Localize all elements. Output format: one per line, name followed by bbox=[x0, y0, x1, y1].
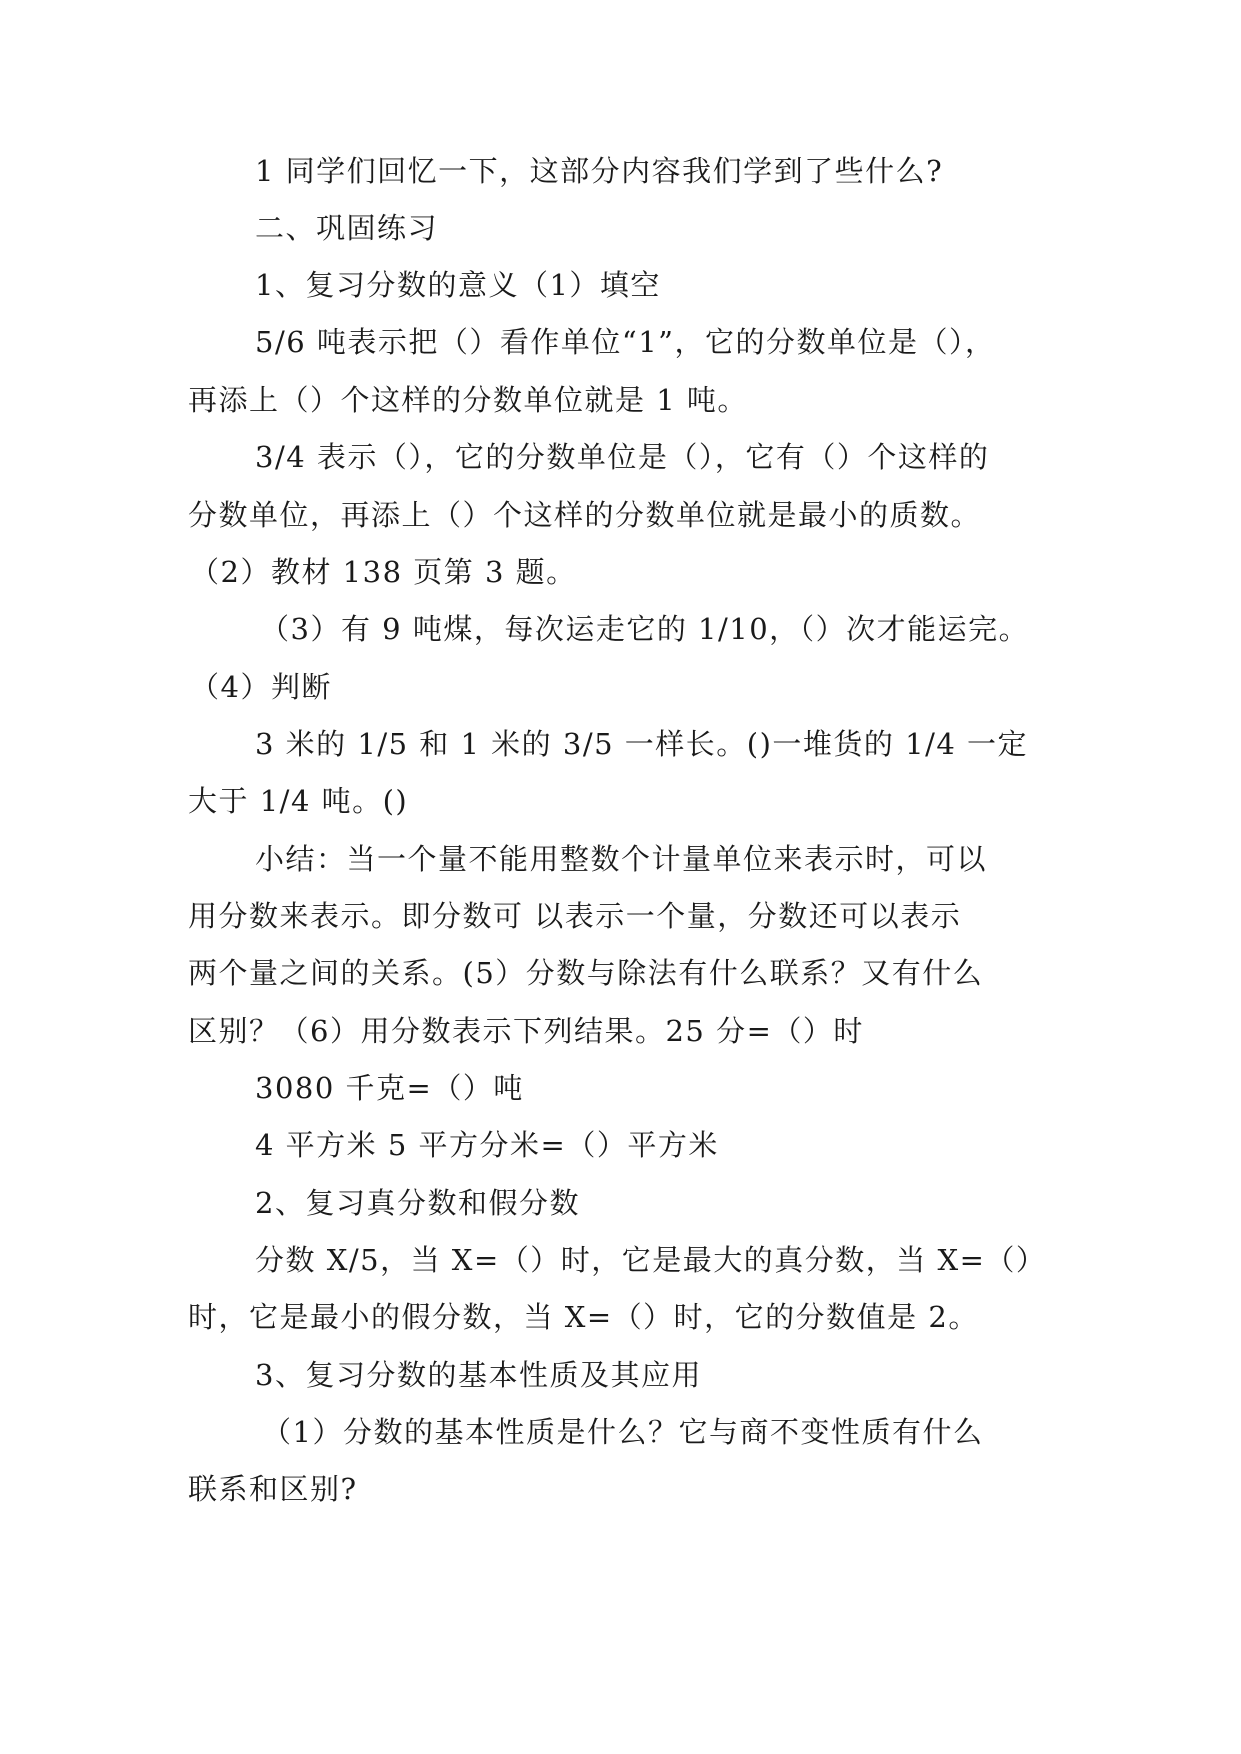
text-line: 3、复习分数的基本性质及其应用 bbox=[255, 1358, 702, 1392]
text-line: （2）教材 138 页第 3 题。 bbox=[190, 555, 577, 589]
text-line: 2、复习真分数和假分数 bbox=[255, 1186, 580, 1220]
text-line: （4）判断 bbox=[190, 670, 332, 704]
text-line: 1 同学们回忆一下，这部分内容我们学到了些什么? bbox=[255, 154, 944, 188]
text-line: 大于 1/4 吨。() bbox=[188, 784, 409, 818]
text-line: 小结：当一个量不能用整数个计量单位来表示时，可以 bbox=[255, 842, 988, 876]
text-line: 5/6 吨表示把（）看作单位“1”，它的分数单位是（）， bbox=[255, 325, 996, 359]
text-line: 分数单位，再添上（）个这样的分数单位就是最小的质数。 bbox=[188, 498, 982, 532]
text-line: 区别？（6）用分数表示下列结果。25 分=（）时 bbox=[188, 1014, 864, 1048]
text-line: 分数 X/5，当 X=（）时，它是最大的真分数，当 X=（） bbox=[255, 1243, 1047, 1277]
text-line: 联系和区别? bbox=[188, 1472, 358, 1506]
text-line: 3080 千克=（）吨 bbox=[255, 1071, 524, 1105]
text-line: 再添上（）个这样的分数单位就是 1 吨。 bbox=[188, 383, 748, 417]
text-line: 时，它是最小的假分数，当 X=（）时，它的分数值是 2。 bbox=[188, 1300, 979, 1334]
text-line: 1、复习分数的意义（1）填空 bbox=[255, 268, 661, 302]
text-line: 用分数来表示。即分数可 以表示一个量，分数还可以表示 bbox=[188, 899, 962, 933]
text-line: 两个量之间的关系。(5）分数与除法有什么联系？又有什么 bbox=[188, 956, 984, 990]
text-line: 4 平方米 5 平方分米=（）平方米 bbox=[255, 1128, 719, 1162]
text-line: （3）有 9 吨煤，每次运走它的 1/10，（）次才能运完。 bbox=[260, 612, 1030, 646]
text-line: （1）分数的基本性质是什么？它与商不变性质有什么 bbox=[262, 1415, 984, 1449]
text-line: 3 米的 1/5 和 1 米的 3/5 一样长。()一堆货的 1/4 一定 bbox=[255, 727, 1029, 761]
section-heading: 二、巩固练习 bbox=[255, 211, 439, 245]
text-line: 3/4 表示（），它的分数单位是（），它有（）个这样的 bbox=[255, 440, 990, 474]
